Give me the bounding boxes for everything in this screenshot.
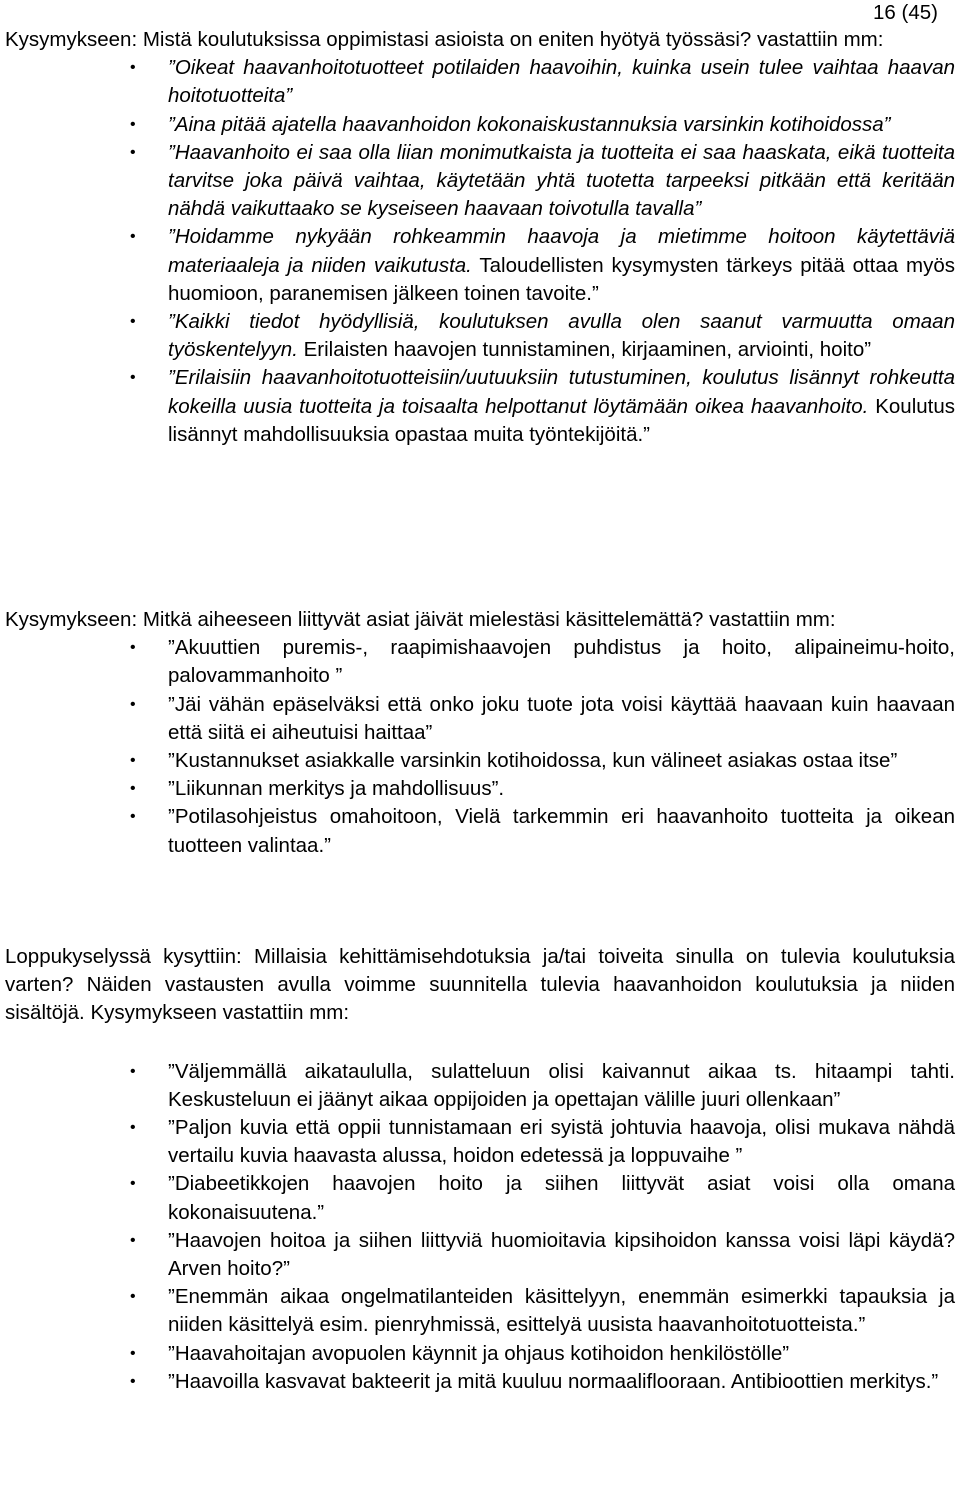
section-development-ideas xyxy=(5,943,955,1396)
answer-text-plain: ”Akuuttien puremis-, raapimishaavojen puhdistus ja hoito, alipaineimu-hoito, palovammanhoito ” xyxy=(168,636,955,688)
bullet-icon: • xyxy=(130,639,136,657)
list-item xyxy=(5,1170,955,1226)
bullet-icon: • xyxy=(130,1175,136,1193)
list-item xyxy=(5,634,955,690)
list-item xyxy=(5,1283,955,1339)
answer-list xyxy=(5,54,955,449)
bullet-icon: • xyxy=(130,313,136,331)
answer-list xyxy=(5,634,955,860)
bullet-icon: • xyxy=(130,1344,136,1362)
section-missing-topics xyxy=(5,606,955,860)
answer-list xyxy=(5,1058,955,1396)
list-item xyxy=(5,111,955,139)
answer-text-italic: ”Erilaisiin haavanhoitotuotteisiin/uutuuksiin tutustuminen, koulutus lisännyt rohkeutta kokeilla uusia tuotteita ja toisaalta helpottanut löytämään oikea haavanhoito. xyxy=(168,366,955,418)
answer-text-plain: ”Enemmän aikaa ongelmatilanteiden käsittelyyn, enemmän esimerkki tapauksia ja niiden käsittelyä esim. pienryhmissä, esittelyä uusista haavanhoitotuotteista.” xyxy=(168,1285,955,1337)
answer-text-plain: ”Haavahoitajan avopuolen käynnit ja ohjaus kotihoidon henkilöstölle” xyxy=(168,1341,790,1365)
bullet-icon: • xyxy=(130,752,136,770)
answer-text-plain: ”Paljon kuvia että oppii tunnistamaan eri syistä johtuvia haavoja, olisi mukava nähdä vertailu kuvia haavasta alussa, hoidon edetessä ja loppuvaihe ” xyxy=(168,1116,955,1168)
bullet-icon: • xyxy=(130,143,136,161)
section-training-benefits xyxy=(5,26,955,449)
list-item xyxy=(5,775,955,803)
bullet-icon: • xyxy=(130,369,136,387)
answer-text-plain: Koulutus lisännyt mahdollisuuksia opastaa muita työntekijöitä.” xyxy=(168,394,955,446)
answer-text-italic: ”Oikeat haavanhoitotuotteet potilaiden haavoihin, kuinka usein tulee vaihtaa haavan hoitotuotteita” xyxy=(168,56,955,108)
bullet-icon: • xyxy=(130,59,136,77)
list-item xyxy=(5,54,955,110)
bullet-icon: • xyxy=(130,1062,136,1080)
answer-text-plain: ”Liikunnan merkitys ja mahdollisuus”. xyxy=(168,777,505,801)
answer-text-plain: ”Kustannukset asiakkalle varsinkin kotihoidossa, kun välineet asiakas ostaa itse” xyxy=(168,749,898,773)
question-paragraph xyxy=(5,606,955,634)
list-item xyxy=(5,139,955,224)
answer-text-italic: ”Aina pitää ajatella haavanhoidon kokonaiskustannuksia varsinkin kotihoidossa” xyxy=(168,112,891,136)
question-text: Kysymykseen: Mitkä aiheeseen liittyvät asiat jäivät mielestäsi käsittelemättä? vastattiin mm: xyxy=(5,608,836,631)
list-item xyxy=(5,1058,955,1114)
answer-text-plain: ”Diabeetikkojen haavojen hoito ja siihen liittyvät asiat voisi olla omana kokonaisuutena.” xyxy=(168,1172,955,1224)
list-item xyxy=(5,1227,955,1283)
question-paragraph xyxy=(5,26,955,54)
bullet-icon: • xyxy=(130,695,136,713)
bullet-icon: • xyxy=(130,1372,136,1390)
list-item xyxy=(5,308,955,364)
answer-text-italic: ”Hoidamme nykyään rohkeammin haavoja ja mietimme hoitoon käytettäviä materiaaleja ja niiden vaikutusta. xyxy=(168,225,955,277)
bullet-icon: • xyxy=(130,808,136,826)
list-item xyxy=(5,691,955,747)
page-number: 16 (45) xyxy=(873,1,938,24)
list-item xyxy=(5,1368,955,1396)
answer-text-plain: Erilaisten haavojen tunnistaminen, kirjaaminen, arviointi, hoito” xyxy=(297,338,872,362)
answer-text-plain: ”Potilasohjeistus omahoitoon, Vielä tarkemmin eri haavanhoito tuotteita ja oikean tuotteen valintaa.” xyxy=(168,805,955,857)
question-text: Loppukyselyssä kysyttiin: Millaisia kehittämisehdotuksia ja/tai toiveita sinulla on tulevia koulutuksia varten? Näiden vastausten avulla voimme suunnitella tulevia haavanhoidon koulutuksia ja niiden sisältöjä. Kysymykseen vastattiin mm: xyxy=(5,945,955,1025)
answer-text-plain: Taloudellisten kysymysten tärkeys pitää ottaa myös huomioon, paranemisen jälkeen toinen tavoite.” xyxy=(168,253,956,305)
bullet-icon: • xyxy=(130,228,136,246)
list-item xyxy=(5,747,955,775)
list-item xyxy=(5,803,955,859)
question-paragraph xyxy=(5,943,955,1028)
answer-text-plain: ”Jäi vähän epäselväksi että onko joku tuote jota voisi käyttää haavaan kuin haavaan että siitä ei aiheutuisi haittaa” xyxy=(168,692,955,744)
list-item xyxy=(5,1114,955,1170)
list-item xyxy=(5,1340,955,1368)
bullet-icon: • xyxy=(130,1231,136,1249)
bullet-icon: • xyxy=(130,780,136,798)
answer-text-plain: ”Haavoilla kasvavat bakteerit ja mitä kuuluu normaaliflooraan. Antibioottien merkitys.” xyxy=(168,1369,939,1393)
answer-text-italic: ”Haavanhoito ei saa olla liian monimutkaista ja tuotteita ei saa haaskata, eikä tuotteita tarvitse joka päivä vaihtaa, käytetään yhtä tuotetta tarpeeksi pitkään että keritään nähdä vaikuttaako se kyseiseen haavaan toivotulla tavalla” xyxy=(168,140,955,221)
list-item xyxy=(5,223,955,308)
answer-text-italic: ”Kaikki tiedot hyödyllisiä, koulutuksen avulla olen saanut varmuutta omaan työskentelyyn. xyxy=(168,310,955,362)
question-text: Kysymykseen: Mistä koulutuksissa oppimistasi asioista on eniten hyötyä työssäsi? vastattiin mm: xyxy=(5,28,884,51)
bullet-icon: • xyxy=(130,115,136,133)
answer-text-plain: ”Haavojen hoitoa ja siihen liittyviä huomioitavia kipsihoidon kanssa voisi läpi käydä? Arven hoito?” xyxy=(168,1228,955,1281)
list-item xyxy=(5,364,955,449)
bullet-icon: • xyxy=(130,1119,136,1137)
answer-text-plain: ”Väljemmällä aikataululla, sulatteluun olisi kaivannut aikaa ts. hitaampi tahti. Keskusteluun ei jäänyt aikaa oppijoiden ja opettajan välille juuri ollenkaan” xyxy=(168,1059,955,1111)
bullet-icon: • xyxy=(130,1288,136,1306)
